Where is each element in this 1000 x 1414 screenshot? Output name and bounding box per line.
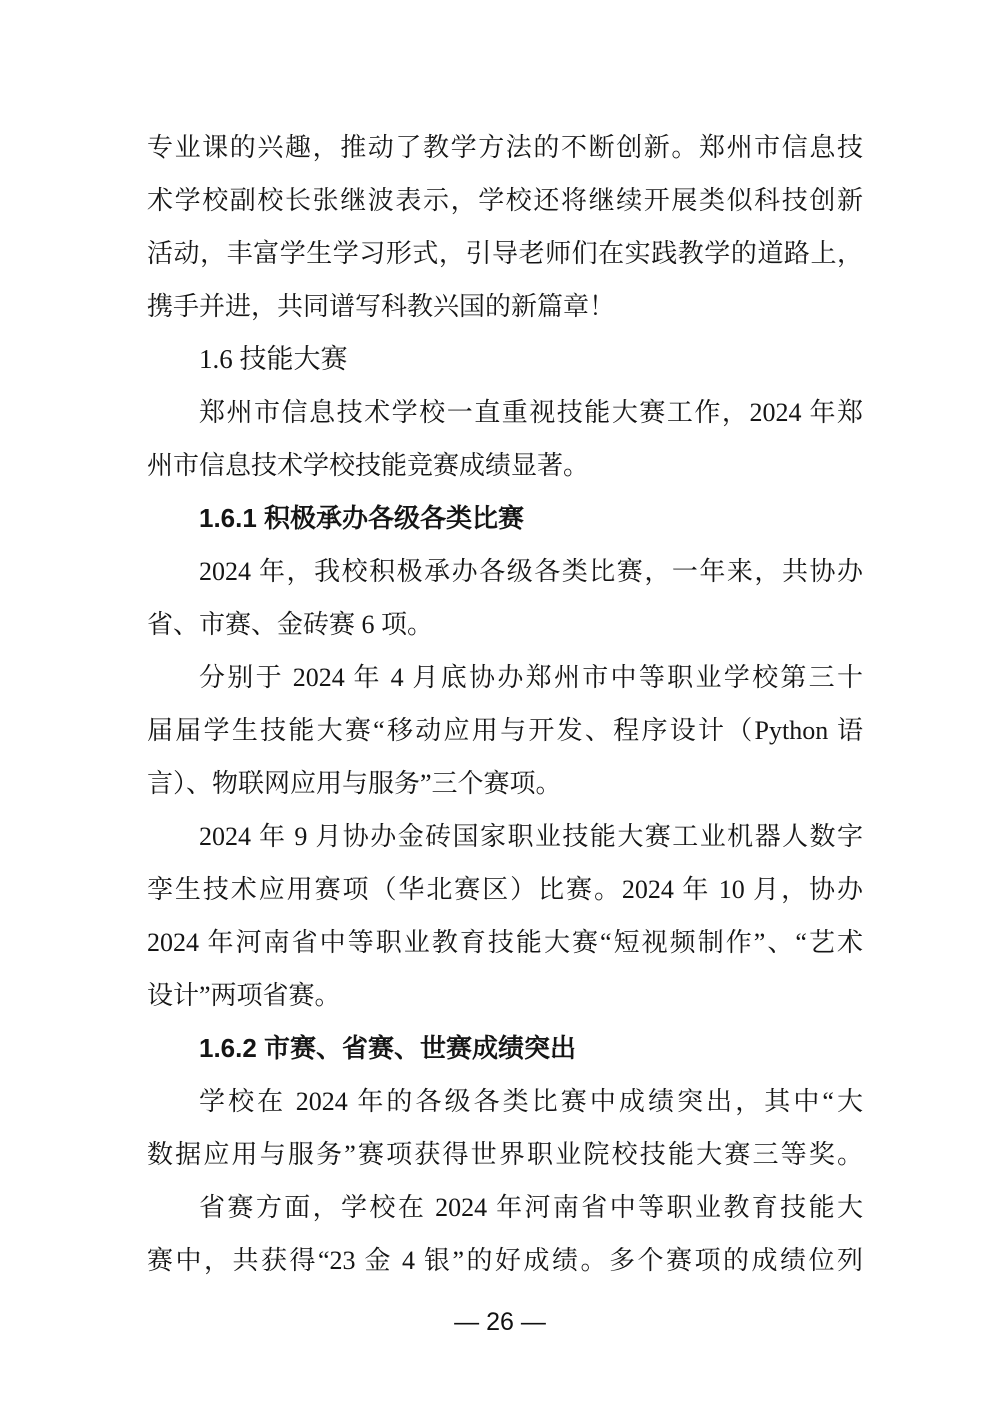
text-line: 数据应用与服务”赛项获得世界职业院校技能大赛三等奖。 [147, 1140, 863, 1169]
section-heading-1-6-1: 1.6.1 积极承办各级各类比赛 [199, 503, 525, 533]
text-line: 2024 年河南省中等职业教育技能大赛“短视频制作”、“艺术 [147, 928, 863, 957]
text-line: 省、市赛、金砖赛 6 项。 [147, 610, 434, 639]
text-line: 活动，丰富学生学习形式，引导老师们在实践教学的道路上， [147, 239, 863, 268]
page-number: — 26 — [454, 1308, 546, 1336]
section-heading-1-6: 1.6 技能大赛 [199, 344, 348, 374]
text-line: 孪生技术应用赛项（华北赛区）比赛。2024 年 10 月，协办 [147, 875, 863, 904]
text-line: 专业课的兴趣，推动了教学方法的不断创新。郑州市信息技 [147, 133, 863, 162]
text-line: 赛中，共获得“23 金 4 银”的好成绩。多个赛项的成绩位列 [147, 1246, 863, 1275]
text-line: 2024 年 9 月协办金砖国家职业技能大赛工业机器人数字 [199, 822, 863, 851]
text-line: 省赛方面，学校在 2024 年河南省中等职业教育技能大 [199, 1193, 863, 1222]
text-line: 携手并进，共同谱写科教兴国的新篇章！ [147, 292, 616, 321]
text-line: 术学校副校长张继波表示，学校还将继续开展类似科技创新 [147, 186, 863, 215]
text-line: 州市信息技术学校技能竞赛成绩显著。 [147, 451, 590, 480]
text-line: 言）、物联网应用与服务”三个赛项。 [147, 769, 562, 798]
page-content [147, 121, 863, 1287]
text-line: 2024 年，我校积极承办各级各类比赛，一年来，共协办 [199, 557, 863, 586]
text-line: 郑州市信息技术学校一直重视技能大赛工作，2024 年郑 [199, 398, 863, 427]
text-line: 设计”两项省赛。 [147, 981, 341, 1010]
text-line: 分别于 2024 年 4 月底协办郑州市中等职业学校第三十 [199, 663, 863, 692]
text-line: 学校在 2024 年的各级各类比赛中成绩突出，其中“大 [199, 1087, 863, 1116]
text-line: 届届学生技能大赛“移动应用与开发、程序设计（Python 语 [147, 716, 863, 745]
section-heading-1-6-2: 1.6.2 市赛、省赛、世赛成绩突出 [199, 1033, 577, 1063]
